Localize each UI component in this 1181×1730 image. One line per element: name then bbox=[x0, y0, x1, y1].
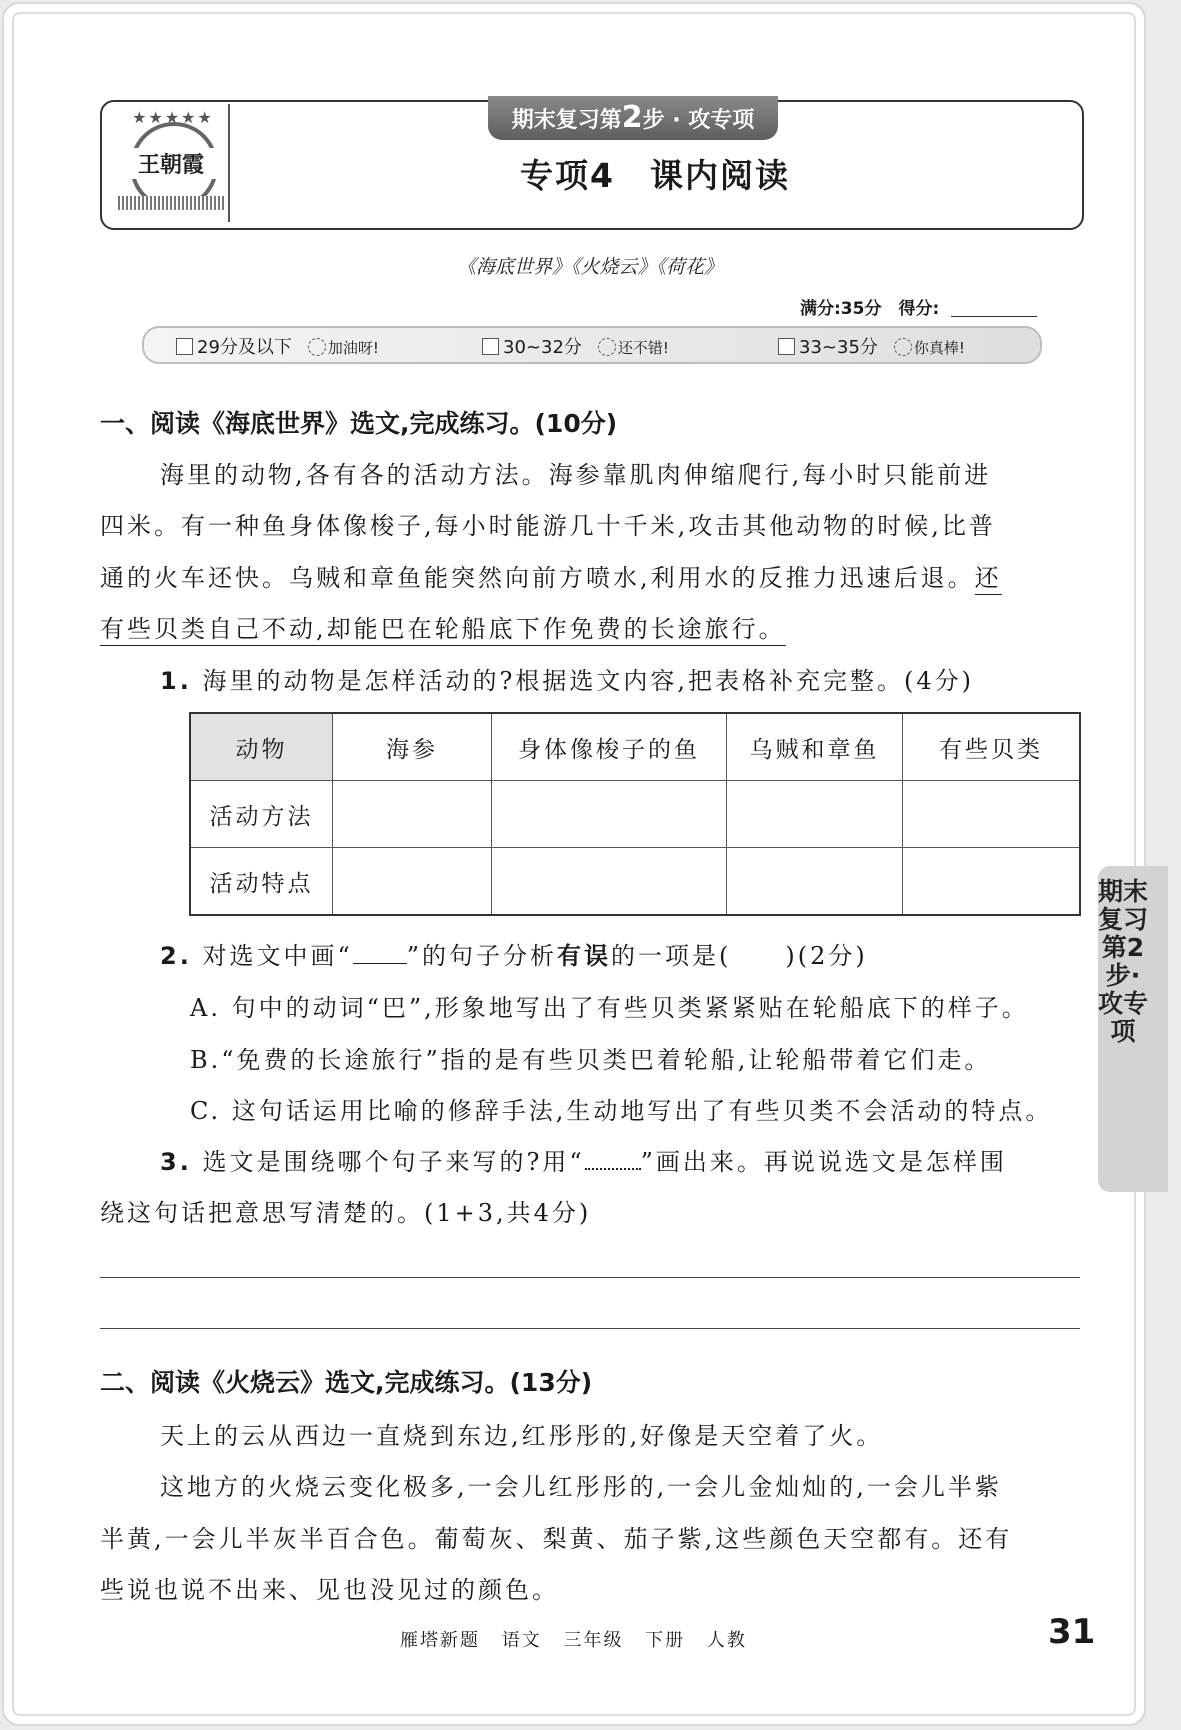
question-number: 1. bbox=[160, 667, 192, 695]
table-header-cell: 乌贼和章鱼 bbox=[727, 713, 903, 781]
question-2 bbox=[160, 936, 868, 971]
grade-encourage: 还不错! bbox=[617, 339, 669, 357]
passage2-line3: 半黄,一会儿半灰半百合色。葡萄灰、梨黄、茄子紫,这些颜色天空都有。还有 bbox=[100, 1525, 1013, 1553]
table-row bbox=[190, 848, 1080, 916]
question-number: 2. bbox=[160, 942, 192, 970]
option-a[interactable]: A. 句中的动词“巴”,形象地写出了有些贝类紧紧贴在轮船底下的样子。 bbox=[190, 994, 1029, 1022]
option-c[interactable]: C. 这句话运用比喻的修辞手法,生动地写出了有些贝类不会活动的特点。 bbox=[190, 1097, 1053, 1125]
grade-encourage: 你真棒! bbox=[913, 339, 965, 357]
smile-icon bbox=[308, 338, 326, 356]
got-score: 得分: bbox=[898, 299, 940, 319]
passage1-line3-text: 通的火车还快。乌贼和章鱼能突然向前方喷水,利用水的反推力迅速后退。 bbox=[100, 564, 975, 592]
row-label: 活动特点 bbox=[190, 848, 333, 916]
grade-range: 33~35分 bbox=[799, 337, 878, 358]
answer-cell[interactable] bbox=[727, 848, 903, 916]
stage-tab bbox=[488, 96, 778, 140]
question-text: 对选文中画“ bbox=[202, 942, 353, 970]
passage1-line2: 四米。有一种鱼身体像梭子,每小时能游几十千米,攻击其他动物的时候,比普 bbox=[100, 512, 996, 540]
stage-tab-post: 步 · 攻专项 bbox=[642, 108, 755, 133]
passage2-line4: 些说也说不出来、见也没见过的颜色。 bbox=[100, 1576, 559, 1604]
passage1-line4 bbox=[100, 609, 786, 644]
stage-tab-num: 2 bbox=[621, 100, 643, 135]
table-header-cell: 动物 bbox=[190, 713, 333, 781]
checkbox[interactable] bbox=[482, 338, 499, 355]
table-header-cell: 海参 bbox=[333, 713, 492, 781]
smile-icon bbox=[598, 338, 616, 356]
table-header-cell: 有些贝类 bbox=[903, 713, 1081, 781]
answer-cell[interactable] bbox=[333, 781, 492, 848]
stage-tab-pre: 期末复习第 bbox=[511, 108, 622, 133]
emphasis-text: 有误 bbox=[557, 941, 612, 970]
grade-option-2[interactable] bbox=[482, 333, 669, 359]
score-blank[interactable] bbox=[951, 316, 1037, 317]
passage1-line1: 海里的动物,各有各的活动方法。海参靠肌肉伸缩爬行,每小时只能前进 bbox=[160, 461, 992, 489]
publisher-logo bbox=[118, 108, 226, 216]
answer-cell[interactable] bbox=[727, 781, 903, 848]
answer-line[interactable] bbox=[100, 1277, 1080, 1278]
question-text: ”的句子分析 bbox=[406, 942, 558, 970]
question-text: 的一项是( )(2分) bbox=[611, 942, 868, 970]
page-title: 专项4 课内阅读 bbox=[520, 156, 790, 195]
passage2-line2: 这地方的火烧云变化极多,一会儿红彤彤的,一会儿金灿灿的,一会儿半紫 bbox=[160, 1473, 1002, 1501]
answer-cell[interactable] bbox=[492, 848, 727, 916]
grade-range: 29分及以下 bbox=[197, 337, 292, 358]
logo-text: 王朝霞 bbox=[118, 148, 224, 179]
answer-cell[interactable] bbox=[492, 781, 727, 848]
grade-option-3[interactable] bbox=[778, 333, 965, 359]
section1-heading: 一、阅读《海底世界》选文,完成练习。(10分) bbox=[100, 409, 618, 438]
page-number: 31 bbox=[1048, 1612, 1096, 1652]
grade-encourage: 加油呀! bbox=[327, 339, 379, 357]
question-3-line2: 绕这句话把意思写清楚的。(1+3,共4分) bbox=[100, 1199, 592, 1227]
answer-line[interactable] bbox=[100, 1328, 1080, 1329]
grade-option-1[interactable] bbox=[176, 333, 379, 359]
checkbox[interactable] bbox=[778, 338, 795, 355]
section2-heading: 二、阅读《火烧云》选文,完成练习。(13分) bbox=[100, 1368, 593, 1397]
answer-table bbox=[189, 712, 1081, 916]
passage2-line1: 天上的云从西边一直烧到东边,红彤彤的,好像是天空着了火。 bbox=[160, 1422, 884, 1450]
answer-cell[interactable] bbox=[903, 848, 1081, 916]
underlined-sentence: 有些贝类自己不动,却能巴在轮船底下作免费的长途旅行。 bbox=[100, 615, 786, 646]
passage1-line3 bbox=[100, 558, 1002, 593]
table-row bbox=[190, 781, 1080, 848]
table-header-cell: 身体像梭子的鱼 bbox=[492, 713, 727, 781]
lesson-list: 《海底世界》《火烧云》《荷花》 bbox=[456, 256, 723, 278]
logo-band bbox=[118, 196, 226, 210]
question-text: 选文是围绕哪个句子来写的?用“ bbox=[202, 1148, 585, 1176]
option-b[interactable]: B.“免费的长途旅行”指的是有些贝类巴着轮船,让轮船带着它们走。 bbox=[190, 1046, 992, 1074]
footer-text: 雁塔新题 语文 三年级 下册 人教 bbox=[400, 1630, 747, 1651]
question-1 bbox=[160, 661, 974, 696]
underline-sample bbox=[353, 961, 407, 964]
side-tab-text: 期末复习第2步·攻专项 bbox=[1098, 877, 1149, 1046]
question-number: 3. bbox=[160, 1148, 192, 1176]
answer-cell[interactable] bbox=[903, 781, 1081, 848]
question-3 bbox=[160, 1142, 1007, 1177]
row-label: 活动方法 bbox=[190, 781, 333, 848]
full-score: 满分:35分 bbox=[800, 299, 882, 319]
question-text: 海里的动物是怎样活动的?根据选文内容,把表格补充完整。(4分) bbox=[202, 667, 974, 695]
star-icon: ★★★★★ bbox=[132, 108, 214, 127]
question-text: ”画出来。再说说选文是怎样围 bbox=[640, 1148, 1007, 1176]
answer-cell[interactable] bbox=[333, 848, 492, 916]
wavy-line-sample bbox=[585, 1168, 641, 1170]
score-labels bbox=[800, 294, 939, 319]
underlined-sentence-start: 还 bbox=[975, 564, 1002, 595]
checkbox[interactable] bbox=[176, 338, 193, 355]
grade-range: 30~32分 bbox=[503, 337, 582, 358]
smile-icon bbox=[894, 338, 912, 356]
